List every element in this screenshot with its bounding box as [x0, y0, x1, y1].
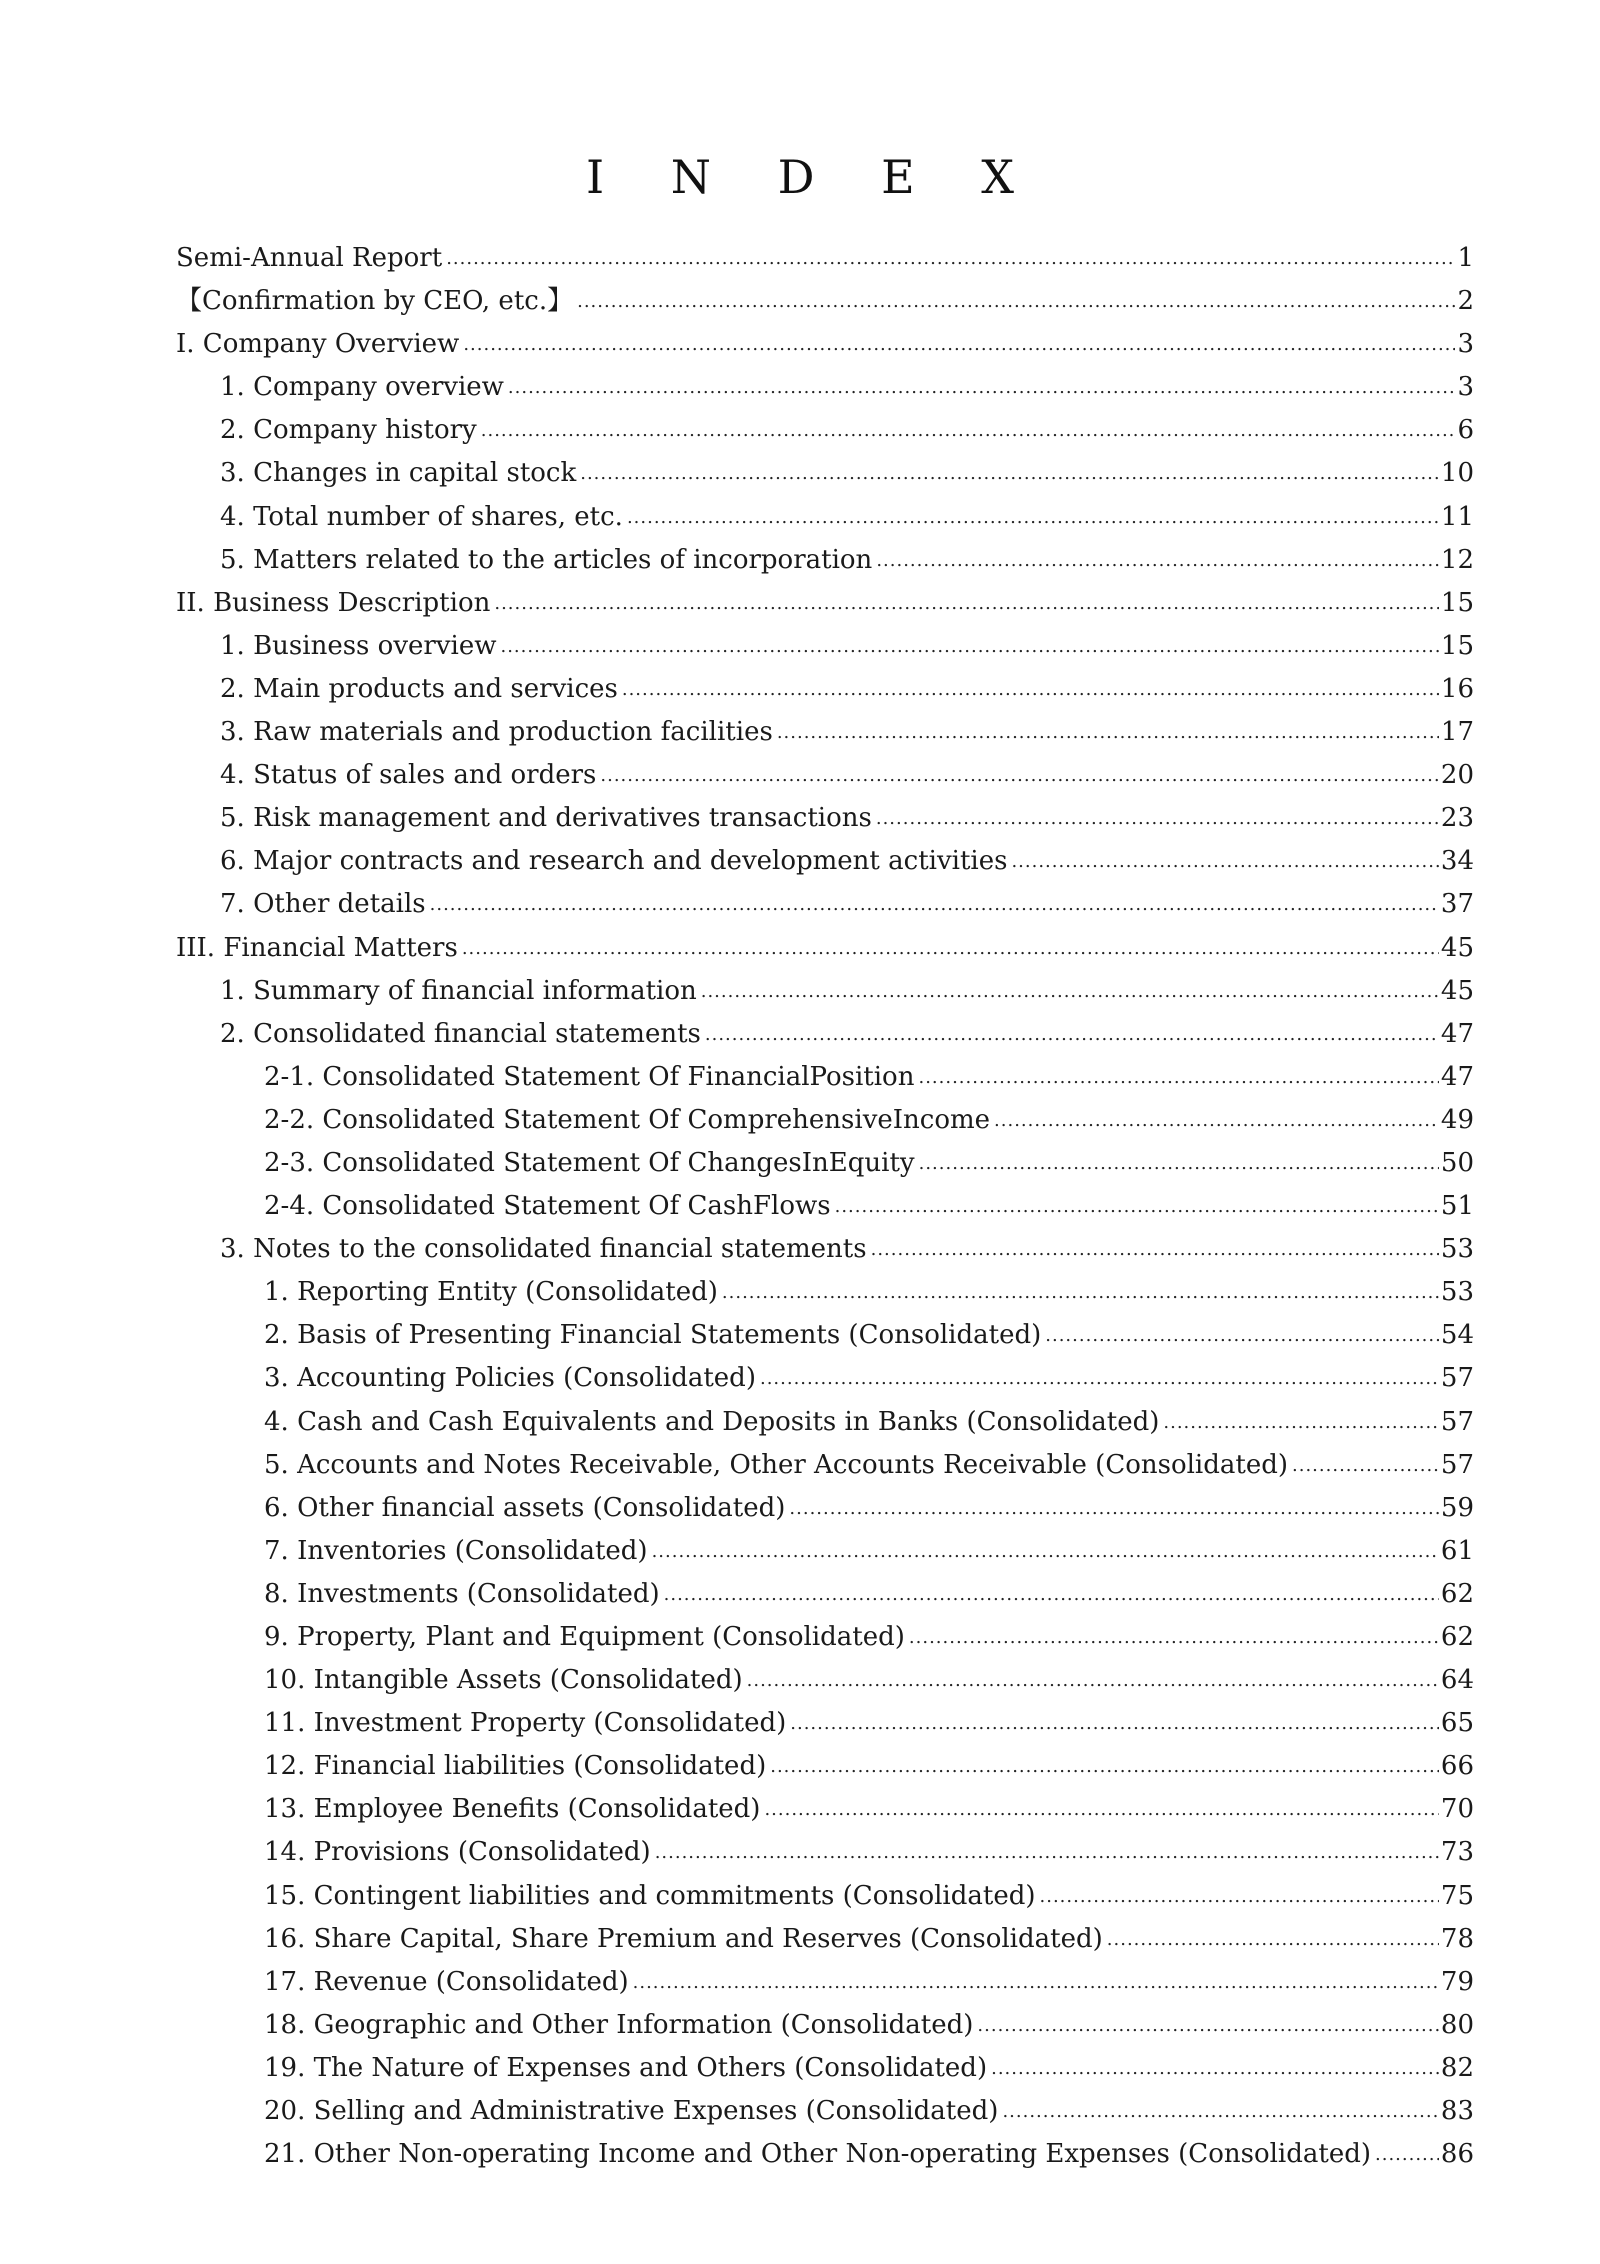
dot-leader: [764, 1788, 1438, 1831]
toc-entry-label: 20. Selling and Administrative Expenses (Consolidated): [264, 2096, 999, 2127]
toc-entry[interactable]: [176, 1573, 1474, 1616]
toc-entry[interactable]: [176, 1530, 1474, 1573]
toc-entry-page-number: 47: [1440, 1061, 1474, 1092]
toc-entry[interactable]: [176, 883, 1474, 926]
dot-leader: [627, 496, 1439, 539]
dot-leader: [1040, 1875, 1439, 1918]
toc-entry-page-number: 61: [1440, 1535, 1474, 1566]
toc-entry-label: 5. Risk management and derivatives transactions: [220, 803, 872, 834]
dot-leader: [430, 883, 1439, 926]
toc-entry[interactable]: [176, 1831, 1474, 1874]
toc-entry[interactable]: [176, 625, 1474, 668]
toc-entry-label: 16. Share Capital, Share Premium and Reserves (Consolidated): [264, 1923, 1103, 1954]
dot-leader: [446, 237, 1455, 280]
dot-leader: [991, 2047, 1439, 2090]
toc-entry-label: 18. Geographic and Other Information (Consolidated): [264, 2009, 974, 2040]
toc-entry-page-number: 47: [1440, 1018, 1474, 1049]
toc-entry-label: 2. Consolidated financial statements: [220, 1018, 701, 1049]
table-of-contents: [176, 237, 1474, 2176]
toc-entry[interactable]: [176, 1745, 1474, 1788]
dot-leader: [835, 1185, 1439, 1228]
dot-leader: [876, 539, 1439, 582]
toc-entry-label: 1. Company overview: [220, 372, 504, 403]
toc-entry-page-number: 3: [1457, 372, 1474, 403]
dot-leader: [633, 1961, 1439, 2004]
toc-entry-page-number: 53: [1440, 1277, 1474, 1308]
dot-leader: [600, 754, 1439, 797]
toc-entry-label: 1. Reporting Entity (Consolidated): [264, 1277, 718, 1308]
toc-entry-page-number: 57: [1440, 1363, 1474, 1394]
dot-leader: [664, 1573, 1439, 1616]
dot-leader: [500, 625, 1438, 668]
toc-entry-page-number: 82: [1440, 2052, 1474, 2083]
toc-entry-page-number: 23: [1440, 803, 1474, 834]
toc-entry-label: 15. Contingent liabilities and commitments (Consolidated): [264, 1880, 1036, 1911]
dot-leader: [747, 1659, 1439, 1702]
toc-entry-label: 2-1. Consolidated Statement Of FinancialPosition: [264, 1061, 915, 1092]
toc-entry-label: 1. Summary of financial information: [220, 975, 697, 1006]
toc-entry-label: 3. Notes to the consolidated financial statements: [220, 1234, 867, 1265]
dot-leader: [770, 1745, 1439, 1788]
toc-entry[interactable]: [176, 237, 1474, 280]
toc-entry-page-number: 45: [1440, 932, 1474, 963]
dot-leader: [919, 1142, 1439, 1185]
toc-entry[interactable]: [176, 1228, 1474, 1271]
toc-entry-label: 8. Investments (Consolidated): [264, 1578, 660, 1609]
toc-entry-page-number: 6: [1457, 415, 1474, 446]
dot-leader: [994, 1099, 1439, 1142]
toc-entry-page-number: 3: [1457, 329, 1474, 360]
toc-entry-label: I. Company Overview: [176, 329, 460, 360]
toc-entry[interactable]: [176, 1314, 1474, 1357]
dot-leader: [577, 280, 1455, 323]
toc-entry-page-number: 80: [1440, 2009, 1474, 2040]
toc-entry-label: 9. Property, Plant and Equipment (Consolidated): [264, 1622, 905, 1652]
toc-entry-label: Semi-Annual Report: [176, 243, 443, 273]
dot-leader: [918, 1056, 1438, 1099]
toc-entry-label: 21. Other Non-operating Income and Other Non-operating Expenses (Consolidated): [264, 2139, 1371, 2170]
dot-leader: [871, 1228, 1439, 1271]
toc-entry-page-number: 65: [1440, 1708, 1474, 1739]
toc-entry-page-number: 86: [1440, 2139, 1474, 2170]
toc-entry-label: 4. Total number of shares, etc.: [220, 501, 623, 532]
toc-entry-page-number: 20: [1440, 760, 1474, 791]
dot-leader: [722, 1271, 1439, 1314]
toc-entry-page-number: 62: [1440, 1622, 1474, 1652]
toc-entry[interactable]: [176, 970, 1474, 1013]
toc-entry-label: 6. Other financial assets (Consolidated): [264, 1492, 786, 1523]
dot-leader: [1002, 2090, 1438, 2133]
toc-entry[interactable]: [176, 1875, 1474, 1918]
toc-entry[interactable]: [176, 366, 1474, 409]
dot-leader: [790, 1702, 1439, 1745]
dot-leader: [777, 711, 1439, 754]
toc-entry-page-number: 78: [1440, 1923, 1474, 1954]
dot-leader: [622, 668, 1439, 711]
toc-entry[interactable]: [176, 797, 1474, 840]
dot-leader: [1011, 840, 1438, 883]
dot-leader: [462, 927, 1439, 970]
dot-leader: [876, 797, 1439, 840]
toc-entry-label: 3. Accounting Policies (Consolidated): [264, 1363, 756, 1394]
toc-entry-page-number: 2: [1457, 286, 1474, 317]
toc-entry[interactable]: [176, 1142, 1474, 1185]
toc-entry-page-number: 17: [1440, 717, 1474, 748]
toc-entry-page-number: 57: [1440, 1449, 1474, 1480]
toc-entry[interactable]: [176, 1961, 1474, 2004]
toc-entry-page-number: 1: [1457, 243, 1474, 273]
toc-entry[interactable]: [176, 582, 1474, 625]
toc-entry[interactable]: [176, 2004, 1474, 2047]
toc-entry-page-number: 37: [1440, 889, 1474, 920]
dot-leader: [1292, 1444, 1439, 1487]
index-title: I N D E X: [585, 150, 1041, 204]
toc-entry-page-number: 45: [1440, 975, 1474, 1006]
dot-leader: [655, 1831, 1439, 1874]
toc-entry[interactable]: [176, 1056, 1474, 1099]
toc-entry-page-number: 75: [1440, 1880, 1474, 1911]
toc-entry[interactable]: [176, 1401, 1474, 1444]
toc-entry[interactable]: [176, 1616, 1474, 1659]
dot-leader: [1375, 2133, 1439, 2176]
toc-entry-page-number: 53: [1440, 1234, 1474, 1265]
dot-leader: [508, 366, 1456, 409]
toc-entry-label: 13. Employee Benefits (Consolidated): [264, 1794, 761, 1825]
dot-leader: [1163, 1401, 1439, 1444]
toc-entry[interactable]: [176, 1013, 1474, 1056]
toc-entry-label: 3. Changes in capital stock: [220, 458, 577, 489]
toc-entry-label: 6. Major contracts and research and development activities: [220, 846, 1008, 877]
toc-entry-label: 2-2. Consolidated Statement Of ComprehensiveIncome: [264, 1104, 991, 1135]
toc-entry[interactable]: [176, 1099, 1474, 1142]
toc-entry-label: 2-3. Consolidated Statement Of ChangesInEquity: [264, 1147, 915, 1178]
toc-entry[interactable]: [176, 280, 1474, 323]
toc-entry-label: 14. Provisions (Consolidated): [264, 1837, 651, 1868]
toc-entry-label: 4. Status of sales and orders: [220, 760, 597, 791]
toc-entry-page-number: 54: [1440, 1320, 1474, 1351]
toc-entry[interactable]: [176, 1659, 1474, 1702]
toc-entry-page-number: 49: [1440, 1104, 1474, 1135]
dot-leader: [463, 323, 1455, 366]
toc-entry-page-number: 50: [1440, 1147, 1474, 1178]
toc-entry[interactable]: [176, 496, 1474, 539]
toc-entry-page-number: 66: [1440, 1751, 1474, 1782]
toc-entry[interactable]: [176, 1487, 1474, 1530]
dot-leader: [977, 2004, 1439, 2047]
toc-entry[interactable]: [176, 1788, 1474, 1831]
toc-entry-page-number: 34: [1440, 846, 1474, 877]
toc-entry-label: 2. Company history: [220, 415, 477, 446]
dot-leader: [494, 582, 1439, 625]
toc-entry-page-number: 79: [1440, 1966, 1474, 1997]
toc-entry[interactable]: [176, 1702, 1474, 1745]
toc-entry-page-number: 70: [1440, 1794, 1474, 1825]
toc-entry-page-number: 51: [1440, 1191, 1474, 1222]
toc-entry-label: II. Business Description: [176, 587, 491, 618]
toc-entry-label: 12. Financial liabilities (Consolidated): [264, 1751, 767, 1782]
toc-entry-page-number: 16: [1440, 673, 1474, 704]
toc-entry-label: 2. Main products and services: [220, 673, 618, 704]
toc-entry[interactable]: [176, 927, 1474, 970]
dot-leader: [652, 1530, 1439, 1573]
toc-entry-label: 5. Accounts and Notes Receivable, Other Accounts Receivable (Consolidated): [264, 1449, 1289, 1480]
toc-entry-label: 4. Cash and Cash Equivalents and Deposits in Banks (Consolidated): [264, 1406, 1160, 1437]
toc-entry-label: 17. Revenue (Consolidated): [264, 1966, 629, 1997]
dot-leader: [1107, 1918, 1439, 1961]
toc-entry[interactable]: [176, 1444, 1474, 1487]
dot-leader: [789, 1487, 1438, 1530]
toc-entry-label: 1. Business overview: [220, 630, 497, 661]
dot-leader: [1045, 1314, 1439, 1357]
dot-leader: [701, 970, 1439, 1013]
toc-entry-label: 7. Inventories (Consolidated): [264, 1535, 648, 1566]
toc-entry-page-number: 73: [1440, 1837, 1474, 1868]
toc-entry-page-number: 11: [1440, 501, 1474, 532]
toc-entry[interactable]: [176, 840, 1474, 883]
toc-entry-label: III. Financial Matters: [176, 932, 458, 963]
dot-leader: [705, 1013, 1439, 1056]
toc-entry[interactable]: [176, 539, 1474, 582]
toc-entry-label: 7. Other details: [220, 889, 426, 920]
toc-entry[interactable]: [176, 1271, 1474, 1314]
toc-entry-label: 10. Intangible Assets (Consolidated): [264, 1665, 743, 1696]
toc-entry-label: 5. Matters related to the articles of incorporation: [220, 544, 873, 575]
toc-entry-label: 2. Basis of Presenting Financial Statements (Consolidated): [264, 1320, 1042, 1351]
toc-entry-label: 11. Investment Property (Consolidated): [264, 1708, 787, 1739]
toc-entry[interactable]: [176, 409, 1474, 452]
toc-entry-page-number: 83: [1440, 2096, 1474, 2127]
dot-leader: [481, 409, 1456, 452]
toc-entry-page-number: 57: [1440, 1406, 1474, 1437]
toc-entry[interactable]: [176, 754, 1474, 797]
toc-entry[interactable]: [176, 2090, 1474, 2133]
toc-entry[interactable]: [176, 2133, 1474, 2176]
toc-entry-label: 19. The Nature of Expenses and Others (Consolidated): [264, 2052, 988, 2083]
toc-entry-label: 2-4. Consolidated Statement Of CashFlows: [264, 1191, 831, 1222]
toc-entry[interactable]: [176, 1918, 1474, 1961]
toc-entry-page-number: 12: [1440, 544, 1474, 575]
toc-entry[interactable]: [176, 1185, 1474, 1228]
toc-entry-page-number: 15: [1440, 587, 1474, 618]
toc-entry-label: 【Confirmation by CEO, etc.】: [176, 286, 574, 317]
dot-leader: [760, 1357, 1439, 1400]
toc-entry[interactable]: [176, 2047, 1474, 2090]
toc-entry[interactable]: [176, 668, 1474, 711]
toc-entry-page-number: 64: [1440, 1665, 1474, 1696]
toc-entry[interactable]: [176, 1357, 1474, 1400]
dot-leader: [909, 1616, 1439, 1659]
toc-entry-page-number: 10: [1440, 458, 1474, 489]
dot-leader: [580, 452, 1439, 495]
toc-entry[interactable]: [176, 711, 1474, 754]
toc-entry[interactable]: [176, 452, 1474, 495]
toc-entry-page-number: 59: [1440, 1492, 1474, 1523]
toc-entry-label: 3. Raw materials and production facilities: [220, 717, 773, 748]
toc-entry-page-number: 62: [1440, 1578, 1474, 1609]
toc-entry[interactable]: [176, 323, 1474, 366]
toc-entry-page-number: 15: [1440, 630, 1474, 661]
